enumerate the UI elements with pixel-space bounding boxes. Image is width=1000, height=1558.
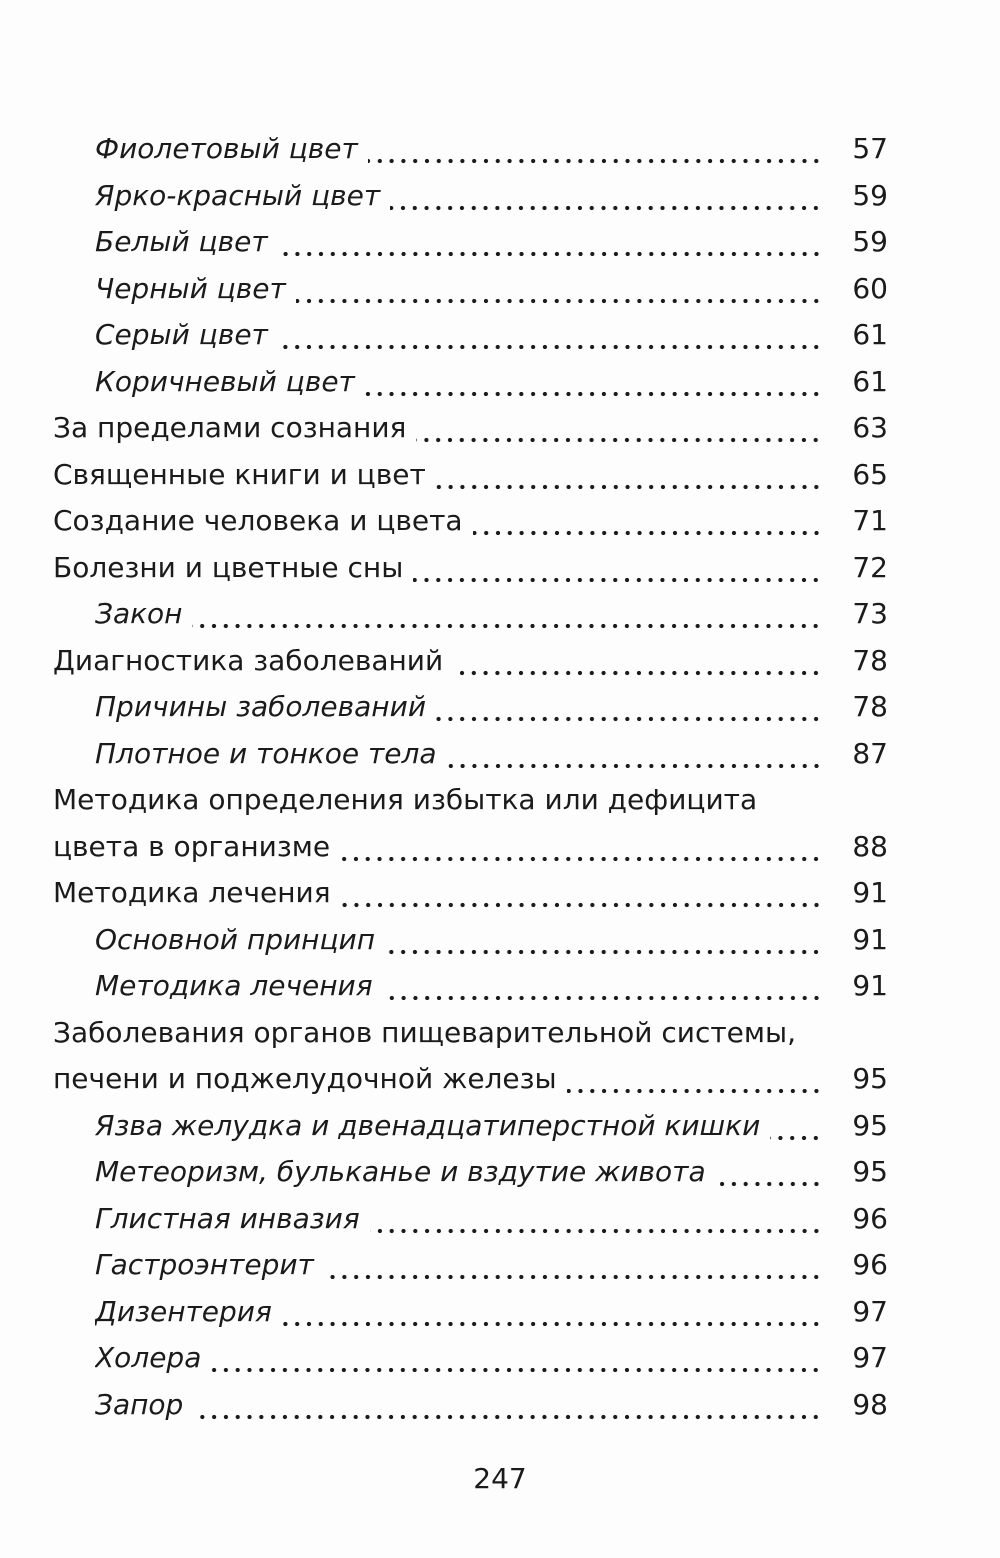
- toc-entry: [0, 963, 1000, 1010]
- toc-entry-page: 96: [852, 1248, 888, 1281]
- toc-entry: [0, 545, 1000, 592]
- toc-entry: [0, 870, 1000, 917]
- toc-entry-page: 95: [852, 1155, 888, 1188]
- dot-leader: [716, 1159, 822, 1187]
- toc-entry: [0, 917, 1000, 964]
- dot-leader: [447, 741, 822, 769]
- toc-entry-title: Холера: [95, 1341, 202, 1374]
- toc-entry-page: 61: [852, 364, 888, 398]
- toc-entry-page: 88: [852, 829, 888, 863]
- toc-entry-title: Белый цвет: [95, 225, 268, 258]
- toc-entry-title: Священные книги и цвет: [53, 457, 426, 491]
- toc-entry-page: 59: [852, 178, 888, 212]
- dot-leader: [193, 1392, 822, 1420]
- dot-leader: [341, 880, 822, 908]
- dot-leader: [192, 601, 822, 629]
- toc-entry: [0, 405, 1000, 452]
- toc-entry-title: печени и поджелудочной железы: [53, 1062, 557, 1095]
- dot-leader: [383, 973, 822, 1001]
- dot-leader: [453, 648, 822, 676]
- page-number: 247: [473, 1462, 527, 1495]
- toc-entry: [0, 266, 1000, 313]
- toc-entry-page: 91: [852, 876, 888, 909]
- toc-entry-page: 78: [852, 690, 888, 723]
- toc-entry-title: Создание человека и цвета: [53, 504, 463, 537]
- toc-entry-title-line1: Заболевания органов пищеварительной системы,: [53, 1015, 797, 1049]
- dot-leader: [436, 462, 822, 490]
- toc-entry-page: 60: [852, 271, 888, 305]
- toc-entry: [0, 1010, 1000, 1103]
- toc-entry-title: Глистная инвазия: [95, 1201, 360, 1235]
- toc-entry: [0, 591, 1000, 638]
- dot-leader: [278, 229, 822, 257]
- toc-entry: [0, 1382, 1000, 1429]
- toc-entry-title: За пределами сознания: [53, 411, 407, 444]
- toc-entry-page: 71: [852, 504, 888, 537]
- toc-entry-title: Серый цвет: [95, 318, 268, 351]
- toc-entry: [0, 1335, 1000, 1382]
- toc-entry-title: Фиолетовый цвет: [95, 132, 358, 165]
- toc-entry: [0, 684, 1000, 731]
- table-of-contents: [0, 126, 1000, 1428]
- toc-entry-title: Дизентерия: [95, 1294, 272, 1328]
- toc-entry: [0, 1103, 1000, 1150]
- toc-entry-page: 97: [852, 1294, 888, 1328]
- toc-entry-title: Черный цвет: [95, 271, 286, 305]
- toc-entry-title: Гастроэнтерит: [95, 1248, 314, 1281]
- toc-entry-title: Причины заболеваний: [95, 690, 427, 723]
- toc-entry-page: 95: [852, 1062, 888, 1095]
- toc-entry-page: 73: [852, 597, 888, 630]
- toc-entry-title: цвета в организме: [53, 829, 331, 863]
- toc-entry: [0, 219, 1000, 266]
- dot-leader: [211, 1345, 822, 1373]
- dot-leader: [370, 1206, 822, 1234]
- toc-entry-page: 91: [852, 969, 888, 1002]
- toc-entry-title: Методика лечения: [53, 876, 331, 909]
- toc-entry-title: Коричневый цвет: [95, 364, 355, 398]
- toc-entry-page: 72: [852, 550, 888, 584]
- toc-entry-page: 59: [852, 225, 888, 258]
- dot-leader: [296, 276, 822, 304]
- toc-entry-page: 63: [852, 411, 888, 444]
- toc-entry-title: Закон: [95, 597, 183, 630]
- toc-entry: [0, 777, 1000, 870]
- dot-leader: [278, 322, 822, 350]
- toc-entry-title: Болезни и цветные сны: [53, 550, 404, 584]
- dot-leader: [473, 508, 822, 536]
- toc-entry: [0, 126, 1000, 173]
- toc-entry: [0, 1242, 1000, 1289]
- dot-leader: [385, 927, 822, 955]
- toc-entry: [0, 1149, 1000, 1196]
- toc-entry: [0, 452, 1000, 499]
- toc-entry-page: 96: [852, 1201, 888, 1235]
- toc-entry-title: Язва желудка и двенадцатиперстной кишки: [95, 1108, 761, 1142]
- toc-entry: [0, 312, 1000, 359]
- toc-entry-title: Диагностика заболеваний: [53, 643, 444, 677]
- toc-entry: [0, 638, 1000, 685]
- toc-entry: [0, 1289, 1000, 1336]
- toc-entry: [0, 173, 1000, 220]
- toc-entry: [0, 359, 1000, 406]
- toc-entry-title-line1: Методика определения избытка или дефицита: [53, 783, 758, 816]
- dot-leader: [365, 369, 822, 397]
- dot-leader: [416, 415, 822, 443]
- toc-entry-page: 95: [852, 1108, 888, 1142]
- toc-entry-page: 98: [852, 1387, 888, 1421]
- toc-entry-title: Ярко-красный цвет: [95, 178, 381, 212]
- dot-leader: [436, 694, 822, 722]
- toc-entry: [0, 731, 1000, 778]
- toc-entry-title: Запор: [95, 1387, 184, 1421]
- dot-leader: [770, 1113, 822, 1141]
- toc-entry-title: Метеоризм, бульканье и вздутие живота: [95, 1155, 706, 1188]
- toc-entry-title: Методика лечения: [95, 969, 373, 1002]
- dot-leader: [567, 1066, 822, 1094]
- toc-entry-page: 61: [852, 318, 888, 351]
- toc-entry: [0, 498, 1000, 545]
- dot-leader: [282, 1299, 822, 1327]
- dot-leader: [390, 183, 822, 211]
- toc-entry-page: 65: [852, 457, 888, 491]
- toc-entry-title: Плотное и тонкое тела: [95, 736, 437, 770]
- toc-entry-page: 57: [852, 132, 888, 165]
- dot-leader: [324, 1252, 822, 1280]
- toc-entry-page: 97: [852, 1341, 888, 1374]
- dot-leader: [340, 834, 822, 862]
- toc-entry-page: 78: [852, 643, 888, 677]
- dot-leader: [413, 555, 822, 583]
- dot-leader: [368, 136, 822, 164]
- toc-entry: [0, 1196, 1000, 1243]
- toc-entry-page: 87: [852, 736, 888, 770]
- toc-entry-page: 91: [852, 922, 888, 956]
- toc-entry-title: Основной принцип: [95, 922, 376, 956]
